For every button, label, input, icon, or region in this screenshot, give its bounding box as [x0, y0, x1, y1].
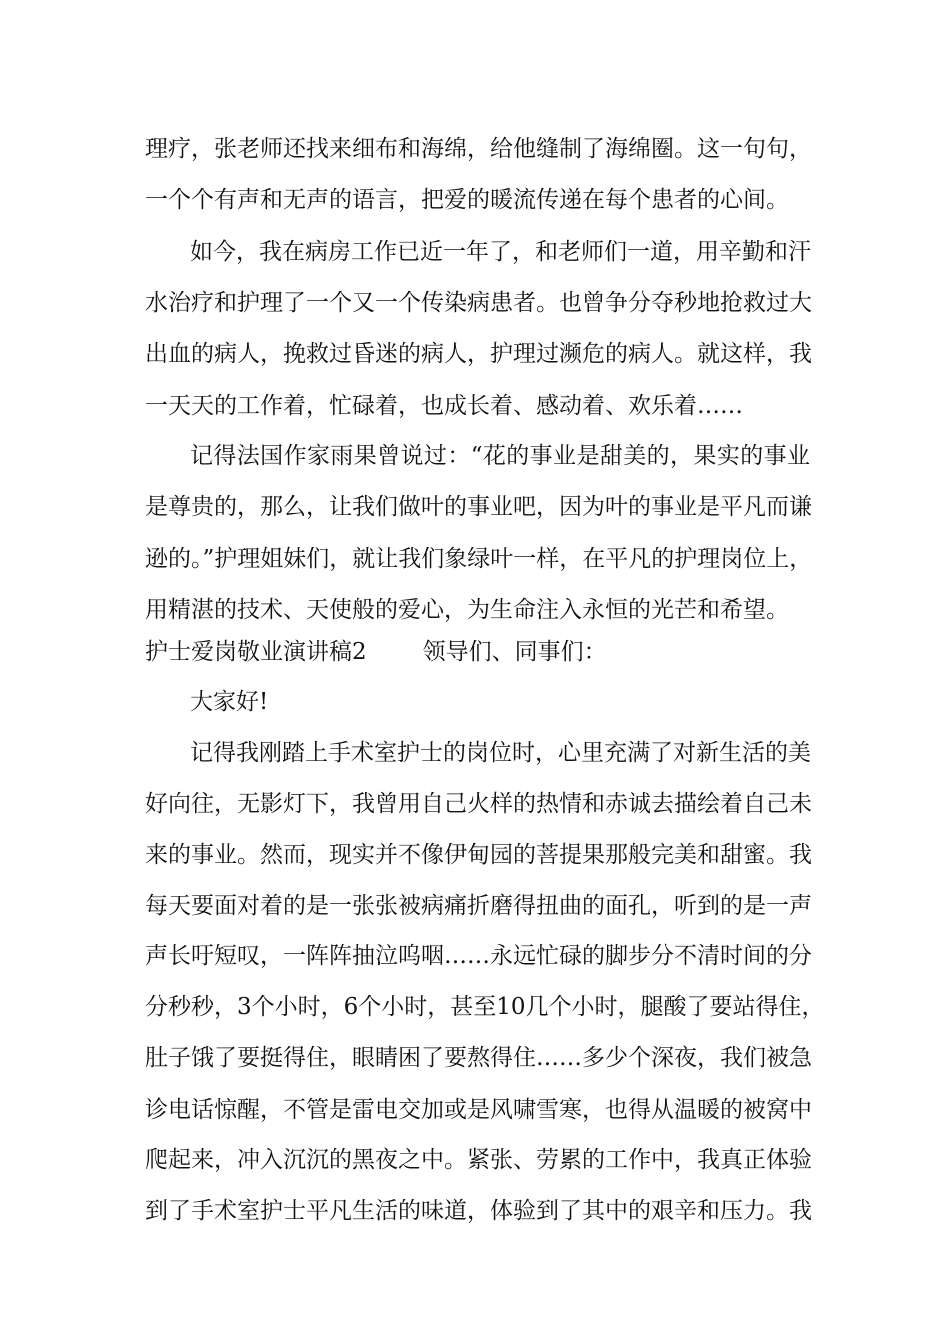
text-line: 肚子饿了要挺得住，眼睛困了要熬得住……多少个深夜，我们被急 — [145, 1045, 812, 1071]
heading-title: 护士爱岗敬业演讲稿2 — [145, 639, 367, 665]
text-line: 诊电话惊醒，不管是雷电交加或是风啸雪寒，也得从温暖的被窝中 — [145, 1097, 812, 1123]
text-line: 一个个有声和无声的语言，把爱的暖流传递在每个患者的心间。 — [145, 187, 789, 213]
text-line: 好向往，无影灯下，我曾用自己火样的热情和赤诚去描绘着自己未 — [145, 791, 812, 817]
heading-greeting: 领导们、同事们： — [422, 639, 607, 665]
text-line: 声长吁短叹，一阵阵抽泣呜咽……永远忙碌的脚步分不清时间的分 — [145, 943, 812, 969]
text-line: 每天要面对着的是一张张被病痛折磨得扭曲的面孔，听到的是一声 — [145, 893, 812, 919]
text-line: 出血的病人，挽救过昏迷的病人，护理过濒危的病人。就这样，我 — [145, 341, 812, 367]
text-line: 用精湛的技术、天使般的爱心，为生命注入永恒的光芒和希望。 — [145, 597, 789, 623]
text-line: 逊的。”护理姐妹们，就让我们象绿叶一样，在平凡的护理岗位上， — [145, 546, 813, 572]
text-line: 记得法国作家雨果曾说过：“花的事业是甜美的，果实的事业 — [190, 443, 810, 469]
text-line: 一天天的工作着，忙碌着，也成长着、感动着、欢乐着…… — [145, 393, 743, 419]
text-line: 如今，我在病房工作已近一年了，和老师们一道，用辛勤和汗 — [190, 239, 811, 265]
section-heading — [145, 637, 810, 667]
text-line: 水治疗和护理了一个又一个传染病患者。也曾争分夺秒地抢救过大 — [145, 290, 812, 316]
text-line: 爬起来，冲入沉沉的黑夜之中。紧张、劳累的工作中，我真正体验 — [145, 1147, 812, 1173]
text-line: 理疗，张老师还找来细布和海绵，给他缝制了海绵圈。这一句句， — [145, 136, 812, 162]
text-line: 来的事业。然而，现实并不像伊甸园的菩提果那般完美和甜蜜。我 — [145, 842, 812, 868]
text-line: 记得我刚踏上手术室护士的岗位时，心里充满了对新生活的美 — [190, 740, 811, 766]
text-line: 到了手术室护士平凡生活的味道，体验到了其中的艰辛和压力。我 — [145, 1198, 812, 1224]
text-line: 大家好! — [190, 689, 269, 715]
text-line: 是尊贵的，那么，让我们做叶的事业吧，因为叶的事业是平凡而谦 — [145, 494, 812, 520]
text-line: 分秒秒，3个小时，6个小时，甚至10几个小时，腿酸了要站得住， — [145, 994, 825, 1020]
